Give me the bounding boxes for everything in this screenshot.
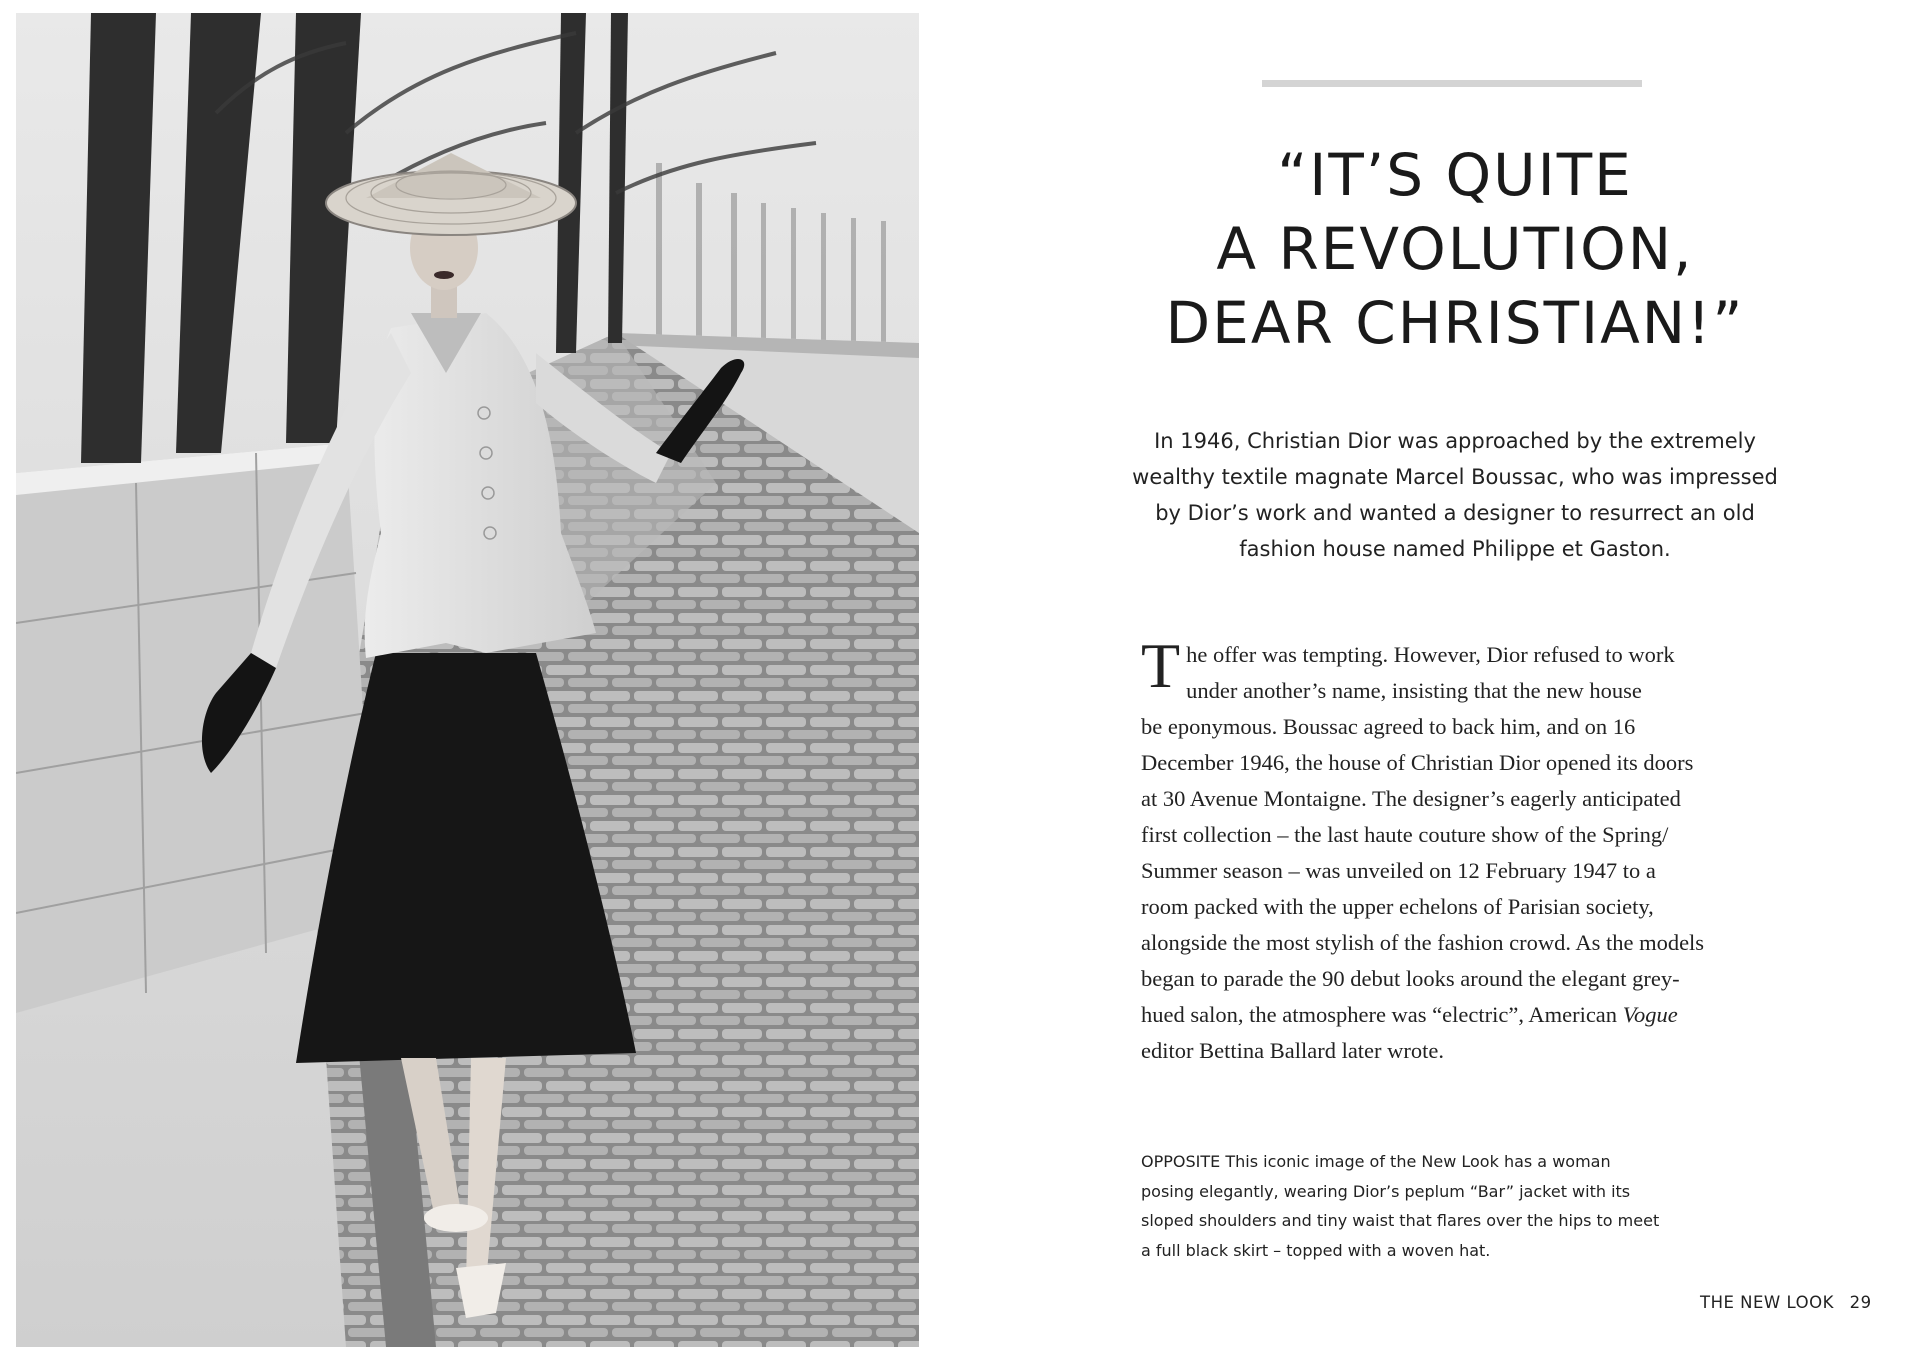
decorative-top-rule: [1262, 80, 1642, 87]
headline-line-3: DEAR CHRISTIAN!”: [1165, 289, 1745, 357]
body-line: December 1946, the house of Christian Dior opened its doors: [1141, 750, 1694, 775]
running-footer-section: THE NEW LOOK: [1700, 1293, 1834, 1312]
chapter-headline: [1120, 138, 1790, 360]
new-look-photograph: [16, 13, 919, 1347]
body-line: began to parade the 90 debut looks around the elegant grey-: [1141, 966, 1680, 991]
body-line: at 30 Avenue Montaigne. The designer’s eagerly anticipated: [1141, 786, 1681, 811]
body-line: alongside the most stylish of the fashion crowd. As the models: [1141, 930, 1705, 955]
body-line: under another’s name, insisting that the new house: [1186, 678, 1642, 703]
page-footer: [1700, 1293, 1872, 1312]
photograph-illustration: [16, 13, 919, 1347]
photo-caption: [1141, 1147, 1661, 1265]
body-line: editor Bettina Ballard later wrote.: [1141, 1038, 1445, 1063]
caption-label: OPPOSITE: [1141, 1152, 1221, 1171]
body-line: be eponymous. Boussac agreed to back him, and on 16: [1141, 714, 1636, 739]
vogue-italic: Vogue: [1622, 1002, 1678, 1027]
caption-line: posing elegantly, wearing Dior’s peplum “Bar” jacket with its: [1141, 1181, 1631, 1201]
headline-line-2: A REVOLUTION,: [1216, 215, 1694, 283]
body-line-with-italic: [1141, 997, 1781, 1033]
body-line: he offer was tempting. However, Dior refused to work: [1186, 642, 1675, 667]
drop-cap: T: [1141, 630, 1181, 701]
body-line: room packed with the upper echelons of Parisian society,: [1141, 894, 1654, 919]
caption-line: a full black skirt – topped with a woven hat.: [1141, 1240, 1491, 1260]
body-line: Summer season – was unveiled on 12 February 1947 to a: [1141, 858, 1656, 883]
caption-text: This iconic image of the New Look has a woman: [1220, 1152, 1611, 1171]
headline-line-1: “IT’S QUITE: [1277, 141, 1633, 209]
body-line: first collection – the last haute couture show of the Spring/: [1141, 822, 1669, 847]
intro-paragraph: In 1946, Christian Dior was approached by the extremely wealthy textile magnate Marcel Boussac, who was impressed by Dior’s work and wanted a designer to resurrect an old fashion house named Philippe et Gaston.: [1132, 429, 1778, 561]
body-paragraph: [1141, 630, 1781, 1069]
caption-line: [1141, 1147, 1661, 1177]
body-line-text: hued salon, the atmosphere was “electric”, American: [1141, 1002, 1623, 1027]
caption-line: sloped shoulders and tiny waist that flares over the hips to meet: [1141, 1211, 1660, 1230]
page-number: 29: [1849, 1293, 1872, 1312]
